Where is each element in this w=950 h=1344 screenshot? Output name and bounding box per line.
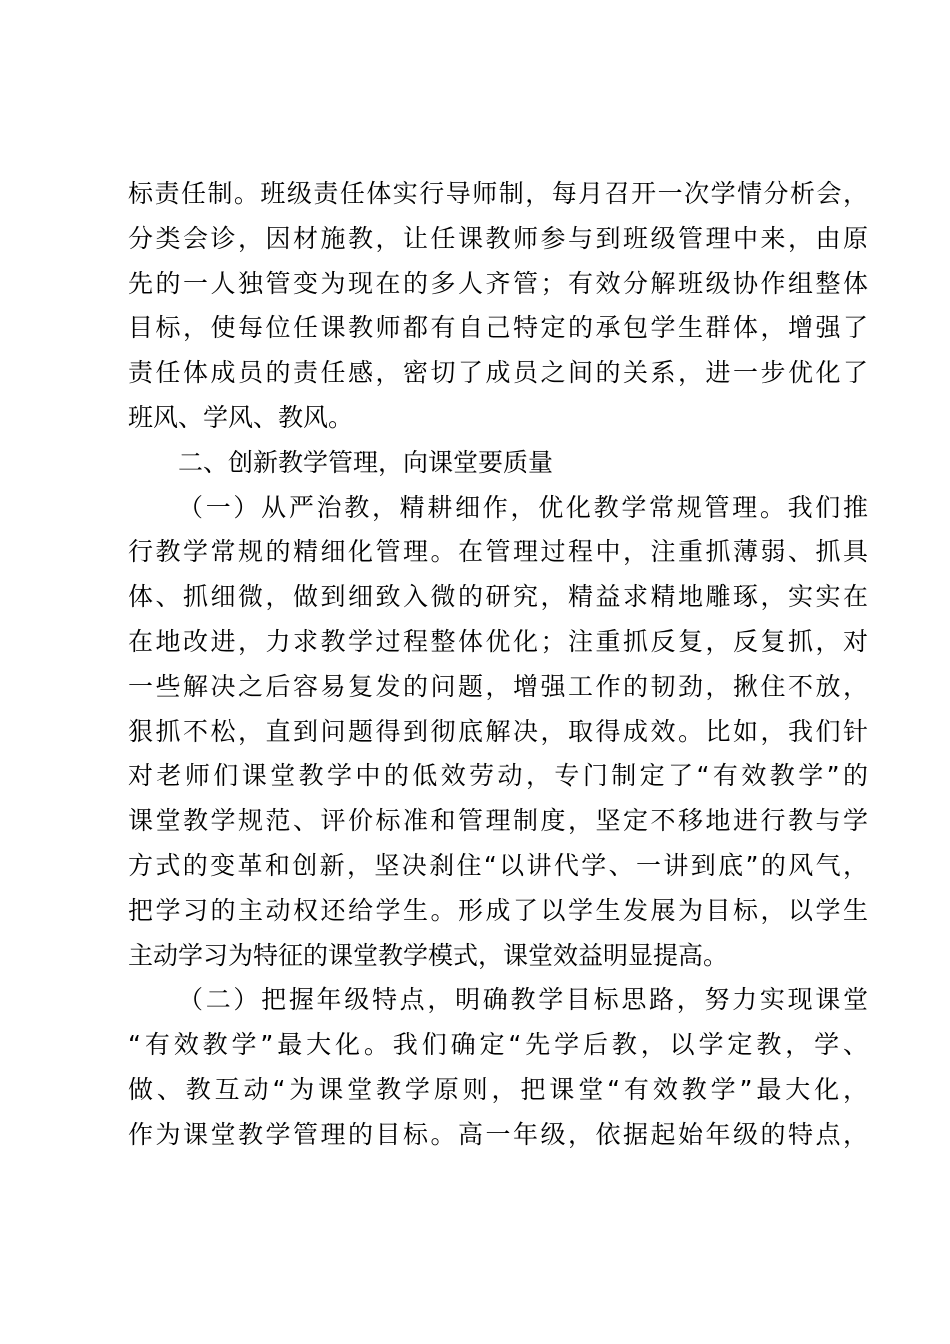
text-line: 方式的变革和创新，坚决刹住“以讲代学、一讲到底”的风气， <box>128 850 868 880</box>
text-line: 先的一人独管变为现在的多人齐管；有效分解班级协作组整体 <box>128 268 868 298</box>
text-line: 一些解决之后容易复发的问题，增强工作的韧劲，揪住不放， <box>128 671 868 701</box>
text-line: 班风、学风、教风。 <box>128 402 354 432</box>
text-line: 标责任制。班级责任体实行导师制，每月召开一次学情分析会， <box>128 179 868 208</box>
text-line: 做、教互动“为课堂教学原则，把课堂“有效教学”最大化， <box>128 1074 868 1104</box>
text-line: 课堂教学规范、评价标准和管理制度，坚定不移地进行教与学 <box>128 806 868 836</box>
text-line: 目标，使每位任课教师都有自己特定的承包学生群体，增强了 <box>128 313 868 343</box>
text-line: （二）把握年级特点，明确教学目标思路，努力实现课堂 <box>178 985 868 1015</box>
text-line: 体、抓细微，做到细致入微的研究，精益求精地雕琢，实实在 <box>128 582 868 612</box>
body-text <box>128 172 868 1158</box>
text-line: 对老师们课堂教学中的低效劳动，专门制定了“有效教学”的 <box>128 761 868 791</box>
text-line: 把学习的主动权还给学生。形成了以学生发展为目标，以学生 <box>128 895 868 925</box>
text-line: 责任体成员的责任感，密切了成员之间的关系，进一步优化了 <box>128 358 868 388</box>
text-line: 分类会诊，因材施教，让任课教师参与到班级管理中来，由原 <box>128 223 868 253</box>
text-line: 作为课堂教学管理的目标。高一年级，依据起始年级的特点， <box>128 1119 868 1149</box>
text-line: 行教学常规的精细化管理。在管理过程中，注重抓薄弱、抓具 <box>128 537 868 567</box>
text-line: （一）从严治教，精耕细作，优化教学常规管理。我们推 <box>178 492 868 522</box>
text-line: 狠抓不松，直到问题得到彻底解决，取得成效。比如，我们针 <box>128 716 868 746</box>
text-line: 在地改进，力求教学过程整体优化；注重抓反复，反复抓，对 <box>128 626 868 656</box>
section-heading: 二、创新教学管理，向课堂要质量 <box>178 447 554 477</box>
text-line: 主动学习为特征的课堂教学模式，课堂效益明显提高。 <box>128 940 729 970</box>
text-line: “有效教学”最大化。我们确定“先学后教，以学定教，学、 <box>128 1030 868 1060</box>
